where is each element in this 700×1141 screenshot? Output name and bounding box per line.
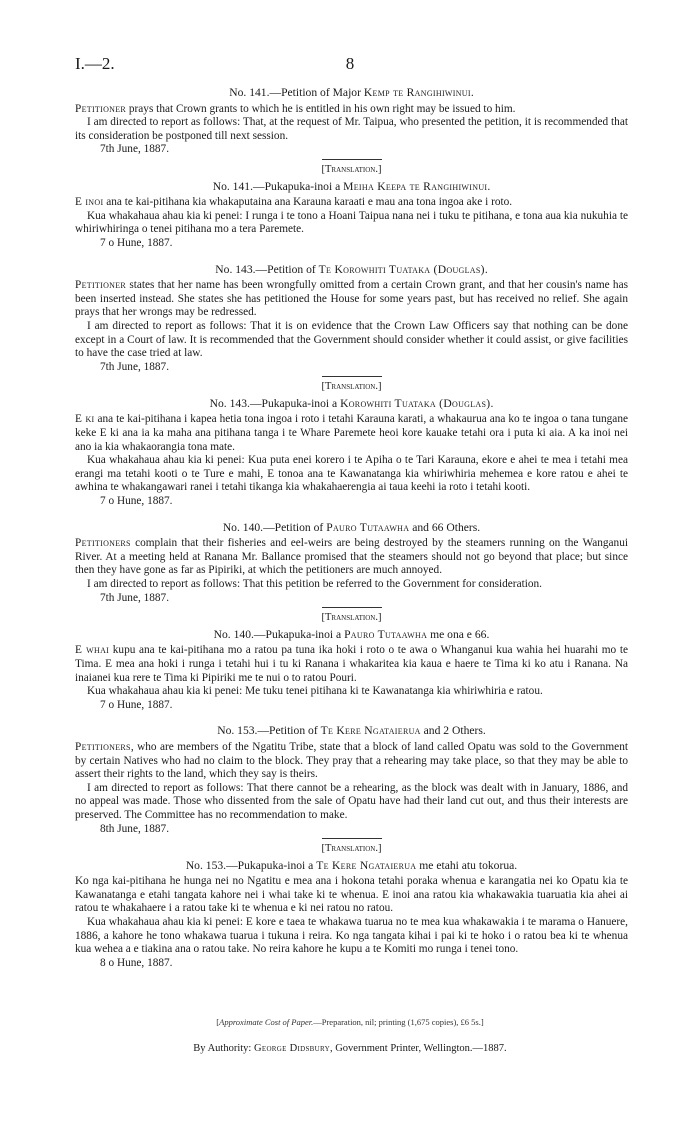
petition-summary: E whai kupu ana te kai-pitihana mo a ratou pa tuna ika hoki i roto o te awa o Whanganui kua wahia hei huarahi mo te Tima. E mea ana hoki i runga i tetahi hui i tu ki Ranana i whakaritea kia kaua e haere te Tima ki ko atu i Ranana. Na inaianei kua rere te Tima ki Pipiriki me te nui o to ratou Pouri. xyxy=(75,644,629,684)
translation-140 xyxy=(75,611,628,712)
divider xyxy=(322,838,382,839)
divider xyxy=(322,159,382,160)
printer-imprint: By Authority: George Didsbury, Government Printer, Wellington.—1887. xyxy=(193,1043,507,1054)
petition-summary: Petitioner states that her name has been wrongfully omitted from a certain Crown grant, and that her cousin's name has been inserted instead. She states she has petitioned the House for some years past, but has received no relief. She again prays that her wrongs may be redressed. xyxy=(75,279,628,319)
petition-summary: E inoi ana te kai-pitihana kia whakaputaina ana Karauna karaati e mau ana tona ingoa ake i roto. xyxy=(75,196,513,209)
report-date: 7th June, 1887. xyxy=(100,591,170,604)
divider xyxy=(322,376,382,377)
petition-summary: Petitioners, who are members of the Ngatitu Tribe, state that a block of land called Opatu was sold to the Government by certain Natives who had no claim to the block. They pray that a rehearing may take place, so that they may be able to assert their rights to the land, which they say is theirs. xyxy=(75,740,628,781)
petition-title: No. 153.—Petition of Te Kere Ngataierua and 2 Others. xyxy=(217,724,486,738)
committee-report: Kua whakahaua ahau kia ki penei: Me tuku tenei pitihana ki te Kawanatanga kia whiriwhiria e ratou. xyxy=(87,685,543,698)
committee-report: I am directed to report as follows: That there cannot be a rehearing, as the block was dealt with in January, 1886, and no appeal was made. Those who dissented from the sale of Opatu have had their land cut out, and thus their interests are preserved. The Committee has no recommendation to make. xyxy=(75,781,628,821)
report-date: 7th June, 1887. xyxy=(100,143,170,156)
report-date: 7th June, 1887. xyxy=(100,360,170,373)
section-gap xyxy=(75,712,628,722)
petition-summary: Ko nga kai-pitihana he hunga nei no Ngatitu e mea ana i hokona tetahi poraka whenua e karangatia nei ko Opatu kia te Kawanatanga e etahi tangata kahore nei i whai take ki te whenua. E inoi ana ratou kia whakawakia tuaruatia kia ahei ai ratou te whakahaere i a ratou take ki te whenua e ki nei ratou no ratou. xyxy=(75,875,628,915)
petition-title: No. 141.—Pukapuka-inoi a Meiha Keepa te Rangihiwinui. xyxy=(212,179,491,193)
committee-report: I am directed to report as follows: That it is on evidence that the Crown Law Officers say that nothing can be done except in a Court of law. It is recommended that the Government should consider whether it could assist, or give facilities to have the case tried at law. xyxy=(75,319,628,360)
petition-title: No. 143.—Petition of Te Korowhiti Tuataka (Douglas). xyxy=(215,262,488,276)
petition-title: No. 153.—Pukapuka-inoi a Te Kere Ngataierua me etahi atu tokorua. xyxy=(185,858,518,872)
petition-143 xyxy=(75,263,628,375)
petition-140 xyxy=(75,521,628,606)
petition-summary: Petitioners complain that their fisheries and eel-weirs are being destroyed by the steamers running on the Wanganui River. At a meeting held at Ranana Mr. Ballance promised that the steamers should not go beyond that place; but since then they have gone as far as Pipiriki, at which the petitioners are much annoyed. xyxy=(75,537,628,577)
section-gap xyxy=(75,509,628,519)
report-date: 7 o Hune, 1887. xyxy=(100,495,173,508)
report-date: 8th June, 1887. xyxy=(100,822,170,835)
petition-title: No. 140.—Petition of Pauro Tutaawha and 66 Others. xyxy=(222,520,481,534)
translation-153 xyxy=(75,842,628,970)
cost-of-paper-note: [Approximate Cost of Paper.—Preparation, nil; printing (1,675 copies), £6 5s.] xyxy=(216,1017,484,1027)
petition-title: No. 141.—Petition of Major Kemp te Rangihiwinui. xyxy=(229,86,474,99)
petition-153 xyxy=(75,724,628,836)
translation-label: [Translation.] xyxy=(321,163,382,175)
divider xyxy=(322,607,382,608)
petition-summary: Petitioner prays that Crown grants to which he is entitled in his own right may be issued to him. xyxy=(75,102,516,115)
page-number: 8 xyxy=(345,54,355,73)
paper-reference: I.—2. xyxy=(75,54,115,73)
petition-summary: E ki ana te kai-pitihana i kapea hetia tona ingoa i roto i tetahi Karauna karati, a whakaurua ana ko te ingoa o tana tungane keke E ki ana ia ka maha ana pitihana tanga i te Whare Paremete heoi kore kauake tetahi ora i puta ki aia. A ka inoi nei ano ia kia whakaorangia tona mate. xyxy=(75,413,628,453)
committee-report: Kua whakahaua ahau kia ki penei: Kua puta enei korero i te Apiha o te Tari Karauna, ekore e ahei te mea i tetahi mea erangi ma tetahi kooti o te Ture e mahi, E tonoa ana te Kawanatanga kia whiriwhiria mehemea e kore ratou e ahei te awhina te whakangawari ranei i tetahi tikanga kia whakahaerengia ai taua keehi ia roto i tetahi kooti. xyxy=(75,454,628,494)
translation-label: [Translation.] xyxy=(321,612,382,624)
translation-143 xyxy=(75,380,628,508)
report-date: 7 o Hune, 1887. xyxy=(100,698,173,711)
committee-report: Kua whakahaua ahau kia ki penei: I runga i te tono a Hoani Taipua nana nei i tuku te pitihana, e tona aua kia nukuhia te whiriwhiringa o tenei pitihana mo a tera Paremete. xyxy=(75,209,628,236)
petition-title: No. 143.—Pukapuka-inoi a Korowhiti Tuataka (Douglas). xyxy=(209,396,494,410)
section-gap xyxy=(75,251,628,261)
report-date: 7 o Hune, 1887. xyxy=(100,236,173,249)
report-date: 8 o Hune, 1887. xyxy=(100,956,173,969)
page-header xyxy=(75,54,625,78)
petition-141 xyxy=(75,86,628,157)
committee-report: I am directed to report as follows: That this petition be referred to the Government for consideration. xyxy=(87,578,542,590)
committee-report: Kua whakahaua ahau kia ki penei: E kore e taea te whakawa tuarua no te mea kua whakawakia i te marama o Hanuere, 1886, a kahore he tono whakawa tuarua i tukuna i reira. Ko nga tangata kihai i pai ki te hoko i o ratou bea ki te whenua kua wehea a e tiakina ana o ratou take. No reira kahore he kupu a te Komiti mo runga i tenei tono. xyxy=(75,916,628,956)
petition-title: No. 140.—Pukapuka-inoi a Pauro Tutaawha me ona e 66. xyxy=(213,627,490,641)
translation-label: [Translation.] xyxy=(321,843,382,855)
translation-label: [Translation.] xyxy=(321,381,382,393)
translation-141 xyxy=(75,163,628,251)
committee-report: I am directed to report as follows: That, at the request of Mr. Taipua, who presented the petition, it is recommended that its consideration be postponed till next session. xyxy=(75,116,628,142)
document-body xyxy=(75,84,628,970)
